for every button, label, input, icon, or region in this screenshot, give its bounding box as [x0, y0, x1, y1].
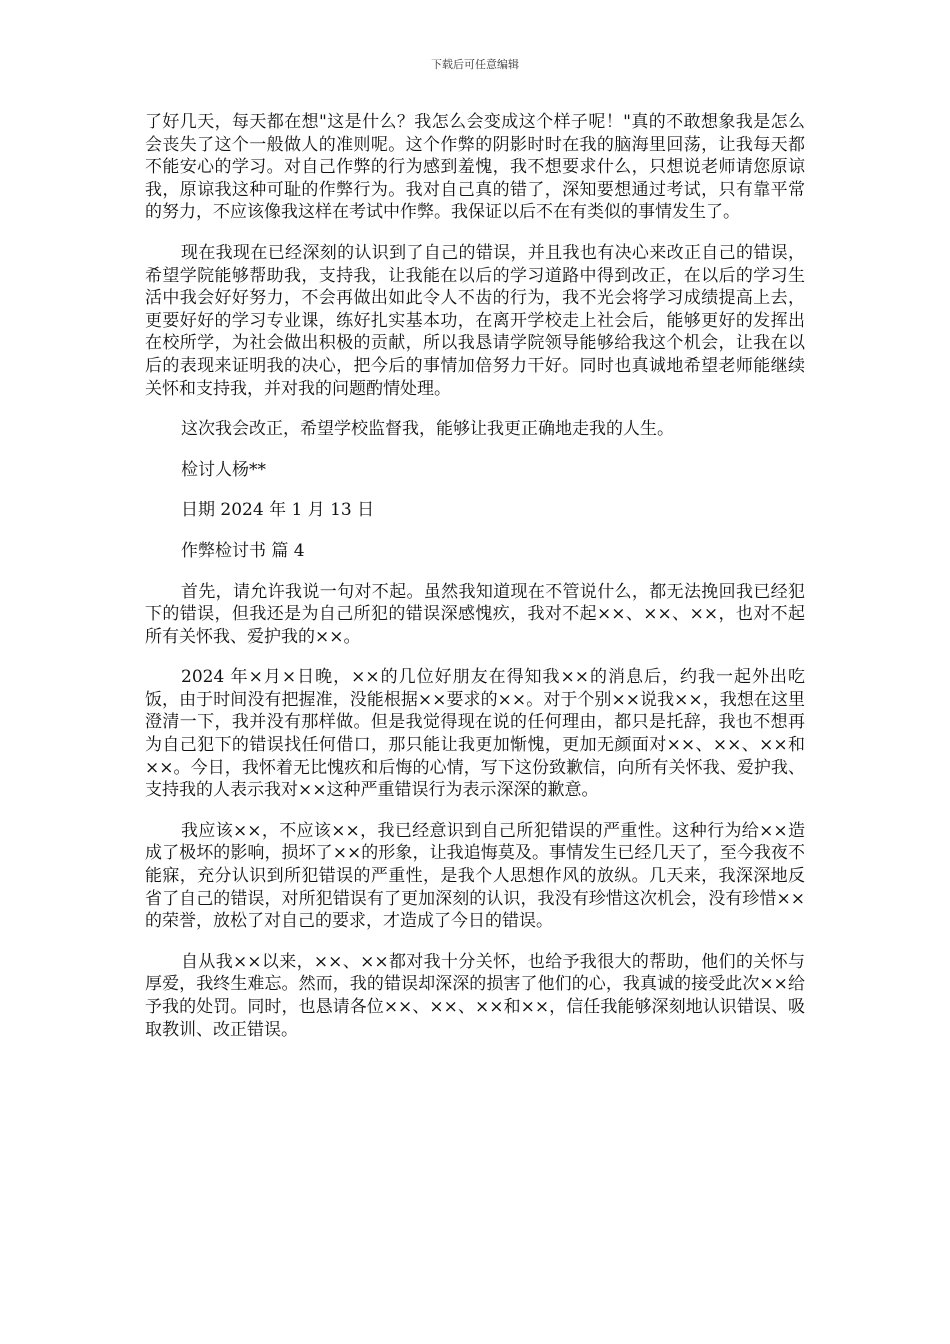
paragraph: 自从我××以来，××、××都对我十分关怀，也给予我很大的帮助，他们的关怀与厚爱，我终生难忘。然而，我的错误却深深的损害了他们的心，我真诚的接受此次××给予我的处罚。同时，也恳请各位××、××、××和××，信任我能够深刻地认识错误、吸取教训、改正错误。	[145, 951, 805, 1040]
paragraph: 了好几天，每天都在想"这是什么？我怎么会变成这个样子呢！"真的不敢想象我是怎么会丧失了这个一般做人的准则呢。这个作弊的阴影时时在我的脑海里回荡，让我每天都不能安心的学习。对自己作弊的行为感到羞愧，我不想要求什么，只想说老师请您原谅我，原谅我这种可耻的作弊行为。我对自己真的错了，深知要想通过考试，只有靠平常的努力，不应该像我这样在考试中作弊。我保证以后不在有类似的事情发生了。	[145, 112, 805, 223]
paragraph: 我应该××，不应该××，我已经意识到自己所犯错误的严重性。这种行为给××造成了极坏的影响，损坏了××的形象，让我追悔莫及。事情发生已经几天了，至今我夜不能寐，充分认识到所犯错误的严重性，是我个人思想作风的放纵。几天来，我深深地反省了自己的错误，对所犯错误有了更加深刻的认识，我没有珍惜这次机会，没有珍惜××的荣誉，放松了对自己的要求，才造成了今日的错误。	[145, 820, 805, 932]
date-line: 日期 2024 年 1 月 13 日	[181, 500, 375, 521]
paragraph: 这次我会改正，希望学校监督我，能够让我更正确地走我的人生。	[181, 419, 674, 440]
paragraph: 现在我现在已经深刻的认识到了自己的错误，并且我也有决心来改正自己的错误，希望学院能够帮助我，支持我，让我能在以后的学习道路中得到改正，在以后的学习生活中我会好好努力，不会再做出如此令人不齿的行为，我不光会将学习成绩提高上去，更要好好的学习专业课，练好扎实基本功，在离开学校走上社会后，能够更好的发挥出在校所学，为社会做出积极的贡献，所以我恳请学院领导能够给我这个机会，让我在以后的表现来证明我的决心，把今后的事情加倍努力干好。同时也真诚地希望老师能继续关怀和支持我，并对我的问题酌情处理。	[145, 242, 805, 399]
section-title: 作弊检讨书 篇 4	[181, 540, 305, 561]
signature-line: 检讨人杨**	[181, 459, 266, 480]
document-body	[145, 111, 805, 1041]
paragraph: 2024 年×月×日晚，××的几位好朋友在得知我××的消息后，约我一起外出吃饭，由于时间没有把握准，没能根据××要求的××。对于个别××说我××，我想在这里澄清一下，我并没有那样做。但是我觉得现在说的任何理由，都只是托辞，我也不想再为自己犯下的错误找任何借口，那只能让我更加惭愧，更加无颜面对××、××、××和××。今日，我怀着无比愧疚和后悔的心情，写下这份致歉信，向所有关怀我、爱护我、支持我的人表示我对××这种严重错误行为表示深深的歉意。	[145, 667, 805, 801]
paragraph: 首先，请允许我说一句对不起。虽然我知道现在不管说什么，都无法挽回我已经犯下的错误，但我还是为自己所犯的错误深感愧疚，我对不起××、××、××，也对不起所有关怀我、爱护我的××。	[145, 581, 805, 647]
page-header: 下载后可任意编辑	[431, 58, 519, 71]
